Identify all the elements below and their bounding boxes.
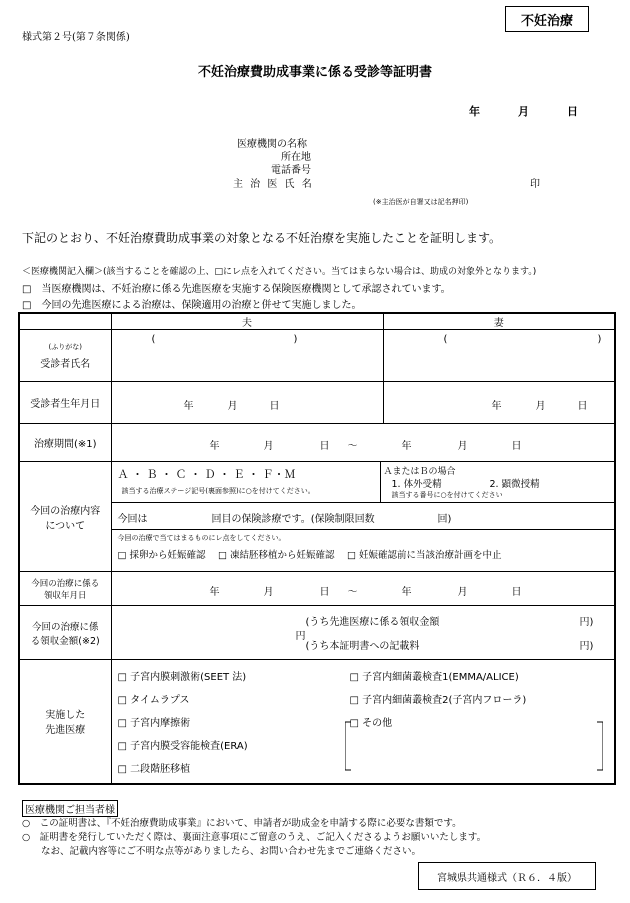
- check-approved[interactable]: □ 当医療機関は、不妊治療に係る先進医療を実施する保険医療機関として承認されています。: [22, 284, 451, 295]
- ab-case-label: ＡまたはＢの場合: [383, 467, 456, 477]
- wife-paren-close: ): [597, 334, 602, 345]
- period-label: 治療期間(※1): [19, 424, 111, 462]
- wife-birth-month: 月: [535, 400, 546, 412]
- content-label: [19, 462, 111, 572]
- doctor-note: (※主治医が自署又は記名押印): [373, 198, 469, 206]
- period-end-month: 月: [457, 440, 468, 452]
- amount-cell[interactable]: [111, 606, 615, 660]
- certify-text: 下記のとおり、不妊治療費助成事業の対象となる不妊治療を実施したことを証明します。: [22, 231, 502, 245]
- adv-two-step[interactable]: □ 二段階胚移植: [117, 764, 191, 775]
- patient-name-label: [19, 330, 111, 382]
- institution-address-label: 所在地: [281, 152, 311, 163]
- husband-birth-month: 月: [227, 400, 238, 412]
- receipt-start-day: 日: [319, 586, 330, 598]
- ab-note: 該当する番号に○を付けてください: [391, 491, 503, 499]
- times-prefix: 今回は: [117, 514, 148, 525]
- advanced-amount-label: (うち先進医療に係る領収金額: [305, 616, 440, 628]
- date-day: 日: [567, 105, 578, 118]
- stop-options[interactable]: □ 採卵から妊娠確認 □ 凍結胚移植から妊娠確認 □ 妊娠確認前に当該治療計画を中止: [117, 550, 502, 561]
- receipt-date-line2: 領収年月日: [43, 590, 87, 601]
- adv-seet[interactable]: □ 子宮内膜刺激術(SEET 法): [117, 672, 247, 683]
- header-empty: [19, 313, 111, 330]
- check-combined[interactable]: □ 今回の先進医療による治療は、保険適用の治療と併せて実施しました。: [22, 300, 362, 311]
- receipt-end-year: 年: [401, 586, 412, 598]
- period-tilde: ～: [347, 440, 358, 452]
- date-month: 月: [518, 105, 529, 118]
- header-husband: 夫: [111, 313, 383, 330]
- amount-label: [19, 606, 111, 660]
- wife-birthdate-cell[interactable]: [383, 382, 615, 424]
- stage-note: 該当する治療ステージ記号(裏面参照)に○を付けてください。: [121, 487, 315, 495]
- common-format-stamp: 宮城県共通様式（Ｒ６．４版）: [418, 862, 596, 890]
- receipt-date-cell[interactable]: [111, 572, 615, 606]
- birthdate-label: 受診者生年月日: [19, 382, 111, 424]
- wife-paren-open: (: [443, 334, 448, 345]
- footer-line2: ○ 証明書を発行していただく際は、裏面注意事項にご留意のうえ、ご記入くださるようお願いいたします。: [22, 832, 487, 843]
- seal-mark: 印: [530, 179, 540, 190]
- content-cell[interactable]: [111, 462, 615, 572]
- form-number: 様式第２号(第７条関係): [22, 32, 130, 43]
- ab-opt-icsi[interactable]: 2. 顕微授精: [489, 479, 540, 490]
- institution-name-label: 医療機関の名称: [237, 139, 307, 150]
- receipt-end-day: 日: [511, 586, 522, 598]
- wife-birth-day: 日: [577, 400, 588, 412]
- cert-fee-label: (うち本証明書への記載料: [305, 640, 420, 652]
- certificate-table: [18, 312, 616, 785]
- stop-note: 今回の治療で当てはまるものにレ点をしてください。: [117, 534, 286, 542]
- advanced-amount-yen: 円): [579, 616, 594, 628]
- period-end-day: 日: [511, 440, 522, 452]
- husband-paren-close: ): [293, 334, 298, 345]
- page-title: 不妊治療費助成事業に係る受診等証明書: [197, 65, 432, 80]
- period-start-day: 日: [319, 440, 330, 452]
- content-label-line1: 今回の治療内容: [30, 505, 101, 517]
- form-tag: 不妊治療: [505, 6, 589, 32]
- footer-title: 医療機関ご担当者様: [22, 800, 118, 817]
- receipt-start-month: 月: [263, 586, 274, 598]
- amount-yen: 円: [295, 630, 306, 642]
- husband-paren-open: (: [151, 334, 156, 345]
- receipt-tilde: ～: [347, 586, 358, 598]
- husband-birthdate-cell[interactable]: [111, 382, 383, 424]
- husband-birth-year: 年: [183, 400, 194, 412]
- ab-opt-ivf[interactable]: 1. 体外受精: [391, 479, 442, 490]
- stage-options[interactable]: Ａ ・ Ｂ ・ Ｃ ・ Ｄ ・ Ｅ ・ Ｆ・Ｍ: [117, 468, 296, 481]
- amount-label-line2: る領収金額(※2): [30, 635, 100, 647]
- cert-fee-yen: 円): [579, 640, 594, 652]
- period-end-year: 年: [401, 440, 412, 452]
- husband-birth-day: 日: [269, 400, 280, 412]
- adv-flora[interactable]: □ 子宮内細菌叢検査2(子宮内フローラ): [349, 695, 527, 706]
- furigana-label: (ふりがな): [48, 342, 82, 351]
- receipt-date-label: [19, 572, 111, 606]
- amount-label-line1: 今回の治療に係: [31, 621, 99, 633]
- period-start-year: 年: [209, 440, 220, 452]
- content-label-line2: について: [45, 520, 86, 532]
- period-start-month: 月: [263, 440, 274, 452]
- advanced-label-line1: 実施した: [45, 710, 86, 722]
- wife-name-cell[interactable]: [383, 330, 615, 382]
- date-year: 年: [469, 105, 480, 118]
- adv-emma-alice[interactable]: □ 子宮内細菌叢検査1(EMMA/ALICE): [349, 672, 519, 683]
- footer-line3: なお、記載内容等にご不明な点等がありましたら、お問い合わせ先までご連絡ください。: [22, 846, 422, 857]
- other-bracket[interactable]: [345, 720, 603, 772]
- times-suffix: 回): [437, 514, 452, 525]
- husband-name-cell[interactable]: [111, 330, 383, 382]
- adv-timelapse[interactable]: □ タイムラプス: [117, 695, 190, 706]
- header-wife: 妻: [383, 313, 615, 330]
- doctor-name-label: 主 治 医 氏 名: [233, 179, 314, 190]
- adv-era[interactable]: □ 子宮内膜受容能検査(ERA): [117, 741, 248, 752]
- receipt-date-line1: 今回の治療に係る: [31, 578, 100, 589]
- advanced-label: [19, 660, 111, 784]
- times-middle: 回目の保険診療です。(保険制限回数: [211, 514, 375, 525]
- receipt-start-year: 年: [209, 586, 220, 598]
- notice-text: ＜医療機関記入欄＞(該当することを確認の上、□にレ点を入れてください。当てはまらない場合は、助成の対象外となります。): [22, 267, 537, 277]
- receipt-end-month: 月: [457, 586, 468, 598]
- advanced-label-line2: 先進医療: [45, 725, 86, 737]
- patient-name-text: 受診者氏名: [40, 358, 91, 370]
- wife-birth-year: 年: [491, 400, 502, 412]
- adv-other[interactable]: □ その他: [349, 718, 393, 729]
- footer-line1: ○ この証明書は、『不妊治療費助成事業』において、申請者が助成金を申請する際に必要な書類です。: [22, 818, 462, 829]
- adv-scratch[interactable]: □ 子宮内摩擦術: [117, 718, 191, 729]
- institution-phone-label: 電話番号: [271, 165, 311, 176]
- period-cell[interactable]: [111, 424, 615, 462]
